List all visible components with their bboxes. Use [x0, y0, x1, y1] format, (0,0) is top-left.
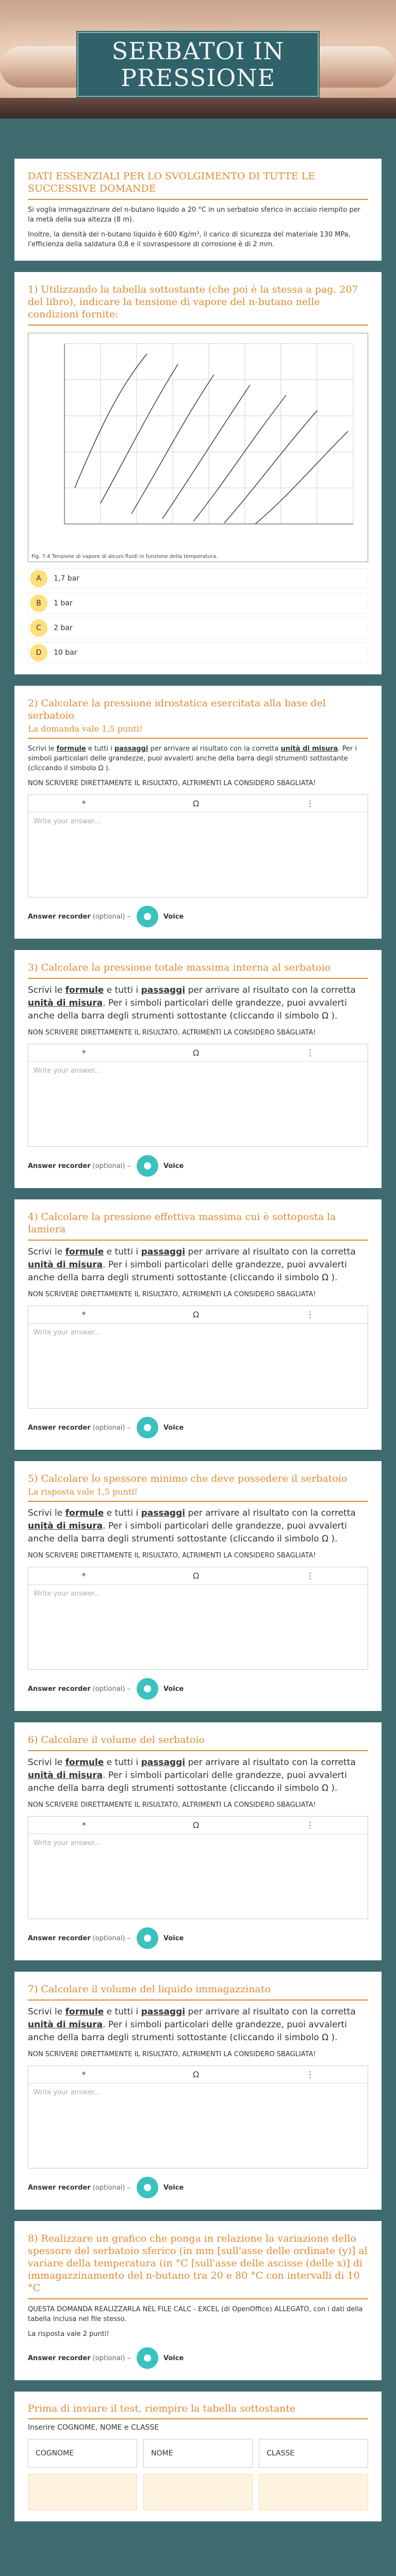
question-title: 4) Calcolare la pressione effettiva massima cui è sottoposta la lamiera — [28, 1211, 336, 1235]
instructions — [28, 984, 368, 1023]
question-header — [28, 2232, 368, 2299]
answer-input[interactable] — [28, 1324, 368, 1406]
instr-text: e tutti i — [104, 1757, 141, 1768]
question-title: 8) Realizzare un grafico che ponga in relazione la variazione dello spessore del serbatoio sferico (in mm [sull'asse delle ordinate (y)] al variare della temperatura (in °C [sull'asse delle ascisse (delle x)] di immagazzinamento del n-butano tra 20 e 80 °C con intervalli di 10 °C — [28, 2233, 368, 2294]
editor-toolbar — [28, 1567, 368, 1585]
question-points: La domanda vale 1,5 punti! — [28, 724, 143, 734]
editor-toolbar — [28, 1306, 368, 1324]
instr-strong: passaggi — [141, 1247, 186, 1257]
student-info-card — [14, 2392, 382, 2521]
recorder-dash: – — [127, 1162, 130, 1170]
editor-toolbar — [28, 1044, 368, 1062]
question-card-7 — [14, 1972, 382, 2210]
recorder-dash: – — [127, 2183, 130, 2192]
record-button[interactable] — [137, 1927, 158, 1949]
intro-header — [28, 170, 368, 200]
warning-text: NON SCRIVERE DIRETTAMENTE IL RISULTATO, ALTRIMENTI LA CONSIDERO SBAGLIATA! — [28, 779, 316, 787]
option-label: 1 bar — [54, 599, 73, 607]
cognome-header: COGNOME — [28, 2439, 137, 2468]
instr-strong: unità di misura — [28, 1260, 103, 1270]
instructions — [28, 2006, 368, 2044]
instr-text: per arrivare al risultato con la corretta — [185, 1757, 356, 1768]
answer-editor — [28, 1306, 368, 1409]
recorder-optional: (optional) — [92, 1934, 125, 1942]
recorder-label: Answer recorder — [28, 912, 91, 921]
nome-input[interactable] — [143, 2474, 253, 2510]
editor-toolbar — [28, 795, 368, 812]
record-button[interactable] — [137, 2347, 158, 2369]
instr-strong: unità di misura — [28, 1770, 103, 1781]
option-letter: C — [30, 619, 47, 637]
recorder-label: Answer recorder — [28, 2183, 91, 2192]
instr-text: per arrivare al risultato con la corretta — [148, 745, 281, 753]
instructions — [28, 744, 368, 773]
chart-caption: Fig. 7.4 Tensione di vapore di alcuni fluidi in funzione della temperatura. — [31, 554, 218, 560]
intro-card — [14, 159, 382, 261]
recorder-dash: – — [127, 2354, 130, 2362]
final-title: Prima di inviare il test, riempire la tabella sottostante — [28, 2403, 296, 2414]
option-d[interactable] — [28, 642, 368, 663]
answer-input[interactable] — [28, 1834, 368, 1917]
record-icon — [144, 913, 151, 920]
warning-text: NON SCRIVERE DIRETTAMENTE IL RISULTATO, ALTRIMENTI LA CONSIDERO SBAGLIATA! — [28, 2050, 316, 2058]
option-letter: D — [30, 644, 47, 662]
voice-label: Voice — [163, 912, 184, 921]
final-subtitle: Inserire COGNOME, NOME e CLASSE — [28, 2424, 159, 2432]
instr-strong: unità di misura — [280, 745, 338, 753]
instr-text: . Per i simboli particolari delle grandezze, puoi avvalerti anche della barra degli strumenti sottostante (cliccando il simbolo Ω ). — [28, 1260, 347, 1283]
recorder-optional: (optional) — [92, 1162, 125, 1170]
instr-text: per arrivare al risultato con la corretta — [185, 1247, 356, 1257]
question-header — [28, 1734, 368, 1751]
omega-icon[interactable]: Ω — [192, 2070, 200, 2079]
question-title: 3) Calcolare la pressione totale massima interna al serbatoio — [28, 962, 331, 973]
option-label: 1,7 bar — [54, 574, 79, 583]
answer-editor — [28, 1816, 368, 1919]
asterisk-icon[interactable]: * — [81, 2070, 86, 2079]
instr-text: . Per i simboli particolari delle grandezze, puoi avvalerti anche della barra degli strumenti sottostante (cliccando il simbolo Ω ). — [28, 1521, 347, 1544]
more-icon[interactable]: ⋮ — [306, 1820, 315, 1830]
question-card-4 — [14, 1199, 382, 1450]
instr-text: . Per i simboli particolari delle grandezze, puoi avvalerti anche della barra degli strumenti sottostante (cliccando il simbolo Ω ). — [28, 745, 357, 772]
omega-icon[interactable]: Ω — [192, 1310, 200, 1319]
warning-text: NON SCRIVERE DIRETTAMENTE IL RISULTATO, ALTRIMENTI LA CONSIDERO SBAGLIATA! — [28, 1291, 316, 1298]
instr-strong: passaggi — [141, 2007, 186, 2017]
intro-paragraph-1: Si voglia immagazzinare del n-butano liquido a 20 °C in un serbatoio sferico in acciaio riempito per la metà della sua altezza (8 m). — [28, 206, 360, 224]
instr-strong: formule — [65, 1508, 104, 1518]
recorder-label: Answer recorder — [28, 1162, 91, 1170]
question-title: 6) Calcolare il volume del serbatoio — [28, 1734, 205, 1745]
more-icon[interactable]: ⋮ — [306, 1571, 315, 1581]
question-points: La risposta vale 1,5 punti! — [28, 1487, 138, 1497]
instr-text: e tutti i — [86, 745, 114, 753]
answer-recorder — [28, 1678, 368, 1700]
question-card-3 — [14, 950, 382, 1188]
warning-text: NON SCRIVERE DIRETTAMENTE IL RISULTATO, ALTRIMENTI LA CONSIDERO SBAGLIATA! — [28, 1552, 316, 1560]
question-note: QUESTA DOMANDA REALIZZARLA NEL FILE CALC - EXCEL (di OpenOffice) ALLEGATO, con i dati della tabella inclusa nel file stesso. — [28, 2306, 363, 2323]
answer-recorder — [28, 1155, 368, 1177]
recorder-dash: – — [127, 912, 130, 921]
recorder-label: Answer recorder — [28, 1685, 91, 1693]
asterisk-icon[interactable]: * — [81, 1571, 86, 1581]
instr-text: Scrivi le — [28, 745, 57, 753]
answer-input[interactable] — [28, 1585, 368, 1667]
intro-paragraph-2: Inoltre, la densità del n-butano liquido è 600 Kg/m³, il carico di sicurezza del materiale 130 MPa, l'efficienza della saldatura 0,8 e il sovraspessore di corrosione è di 2 mm. — [28, 231, 351, 248]
student-info-table — [28, 2439, 368, 2510]
instr-strong: passaggi — [141, 1508, 186, 1518]
warning-text: NON SCRIVERE DIRETTAMENTE IL RISULTATO, ALTRIMENTI LA CONSIDERO SBAGLIATA! — [28, 1801, 316, 1809]
nome-column — [143, 2439, 253, 2510]
instr-text: Scrivi le — [28, 1508, 65, 1518]
record-icon — [144, 1685, 151, 1692]
question-card-1 — [14, 272, 382, 674]
more-icon[interactable]: ⋮ — [306, 2070, 315, 2079]
option-a[interactable] — [28, 568, 368, 589]
recorder-optional: (optional) — [92, 2183, 125, 2192]
title-box — [77, 32, 319, 97]
option-letter: A — [30, 570, 47, 587]
answer-editor — [28, 1567, 368, 1670]
instr-text: per arrivare al risultato con la corretta — [185, 1508, 356, 1518]
recorder-optional: (optional) — [92, 1685, 125, 1693]
answer-editor — [28, 2065, 368, 2168]
question-title: 1) Utilizzando la tabella sottostante (che poi è la stessa a pag. 207 del libro), indicare la tensione di vapore del n-butano nelle condizioni fornite: — [28, 284, 358, 320]
voice-label: Voice — [163, 1934, 184, 1942]
instr-strong: passaggi — [141, 1757, 186, 1768]
instr-strong: unità di misura — [28, 2020, 103, 2030]
answer-input[interactable] — [28, 2083, 368, 2166]
nome-header: NOME — [143, 2439, 253, 2468]
recorder-dash: – — [127, 1685, 130, 1693]
more-icon[interactable]: ⋮ — [306, 799, 315, 808]
record-icon — [144, 2354, 151, 2362]
omega-icon[interactable]: Ω — [192, 1820, 200, 1830]
question-card-5 — [14, 1461, 382, 1711]
question-header — [28, 1472, 368, 1502]
recorder-dash: – — [127, 1934, 130, 1942]
instr-strong: passaggi — [114, 745, 148, 753]
question-card-2 — [14, 686, 382, 939]
voice-label: Voice — [163, 1423, 184, 1432]
asterisk-icon[interactable]: * — [81, 1820, 86, 1830]
voice-label: Voice — [163, 1162, 184, 1170]
instr-text: . Per i simboli particolari delle grandezze, puoi avvalerti anche della barra degli strumenti sottostante (cliccando il simbolo Ω ). — [28, 998, 347, 1021]
instr-strong: formule — [65, 2007, 104, 2017]
omega-icon[interactable]: Ω — [192, 1048, 200, 1058]
question-points: La risposta vale 2 punti! — [28, 2330, 109, 2338]
record-icon — [144, 1162, 151, 1170]
recorder-optional: (optional) — [92, 912, 125, 921]
record-button[interactable] — [137, 906, 158, 927]
instr-strong: unità di misura — [28, 998, 103, 1008]
option-b[interactable] — [28, 593, 368, 614]
question-header — [28, 2403, 368, 2419]
instr-strong: formule — [56, 745, 86, 753]
record-button[interactable] — [137, 1678, 158, 1700]
more-icon[interactable]: ⋮ — [306, 1048, 315, 1058]
instr-text: Scrivi le — [28, 985, 65, 995]
record-icon — [144, 1935, 151, 1942]
recorder-optional: (optional) — [92, 1423, 125, 1432]
editor-toolbar — [28, 2066, 368, 2083]
omega-icon[interactable]: Ω — [192, 1571, 200, 1581]
chart-image — [28, 333, 368, 550]
recorder-label: Answer recorder — [28, 1934, 91, 1942]
option-label: 2 bar — [54, 624, 73, 632]
instr-text: e tutti i — [104, 1508, 141, 1518]
voice-label: Voice — [163, 1685, 184, 1693]
answer-recorder — [28, 2177, 368, 2198]
classe-column — [259, 2439, 368, 2510]
voice-label: Voice — [163, 2354, 184, 2362]
recorder-optional: (optional) — [92, 2354, 125, 2362]
intro-title: DATI ESSENZIALI PER LO SVOLGIMENTO DI TUTTE LE SUCCESSIVE DOMANDE — [28, 171, 316, 194]
instr-text: Scrivi le — [28, 1757, 65, 1768]
answer-editor — [28, 794, 368, 897]
question-header — [28, 961, 368, 979]
cognome-input[interactable] — [28, 2474, 137, 2510]
warning-text: NON SCRIVERE DIRETTAMENTE IL RISULTATO, ALTRIMENTI LA CONSIDERO SBAGLIATA! — [28, 1029, 316, 1037]
vapor-pressure-chart — [28, 333, 368, 562]
recorder-label: Answer recorder — [28, 2354, 91, 2362]
instructions — [28, 1756, 368, 1795]
answer-input[interactable] — [28, 812, 368, 895]
omega-icon[interactable]: Ω — [192, 799, 200, 808]
ground-band — [0, 98, 396, 118]
instructions — [28, 1246, 368, 1284]
record-button[interactable] — [137, 1155, 158, 1177]
classe-header: CLASSE — [259, 2439, 368, 2468]
voice-label: Voice — [163, 2183, 184, 2192]
instr-strong: formule — [65, 1757, 104, 1768]
answer-recorder — [28, 1417, 368, 1438]
instr-text: per arrivare al risultato con la corretta — [185, 985, 356, 995]
question-header — [28, 697, 368, 739]
classe-input[interactable] — [259, 2474, 368, 2510]
question-card-8 — [14, 2221, 382, 2380]
cognome-column — [28, 2439, 137, 2510]
instr-text: . Per i simboli particolari delle grandezze, puoi avvalerti anche della barra degli strumenti sottostante (cliccando il simbolo Ω ). — [28, 2020, 347, 2043]
record-button[interactable] — [137, 2177, 158, 2198]
question-title: 5) Calcolare lo spessore minimo che deve possedere il serbatoio — [28, 1473, 348, 1484]
record-button[interactable] — [137, 1417, 158, 1438]
question-header — [28, 1211, 368, 1241]
question-card-6 — [14, 1722, 382, 1960]
instr-strong: formule — [65, 985, 104, 995]
instr-strong: formule — [65, 1247, 104, 1257]
recorder-dash: – — [127, 1423, 130, 1432]
instr-text: . Per i simboli particolari delle grandezze, puoi avvalerti anche della barra degli strumenti sottostante (cliccando il simbolo Ω ). — [28, 1770, 347, 1793]
question-header — [28, 283, 368, 326]
record-icon — [144, 2184, 151, 2191]
asterisk-icon[interactable]: * — [81, 799, 86, 808]
asterisk-icon[interactable]: * — [81, 1048, 86, 1058]
answer-recorder — [28, 2347, 368, 2369]
instr-text: Scrivi le — [28, 1247, 65, 1257]
instr-text: per arrivare al risultato con la corretta — [185, 2007, 356, 2017]
answer-recorder — [28, 906, 368, 927]
instr-text: Scrivi le — [28, 2007, 65, 2017]
question-title: 7) Calcolare il volume del liquido immagazzinato — [28, 1984, 271, 1995]
instr-strong: passaggi — [141, 985, 186, 995]
option-c[interactable] — [28, 618, 368, 638]
option-label: 10 bar — [54, 649, 77, 657]
instr-text: e tutti i — [104, 2007, 141, 2017]
answer-input[interactable] — [28, 1062, 368, 1144]
page-title: SERBATOI IN PRESSIONE — [111, 37, 285, 92]
answer-recorder — [28, 1927, 368, 1949]
editor-toolbar — [28, 1817, 368, 1834]
instr-strong: unità di misura — [28, 1521, 103, 1531]
option-letter: B — [30, 595, 47, 612]
record-icon — [144, 1424, 151, 1431]
question-title: 2) Calcolare la pressione idrostatica esercitata alla base del serbatoio — [28, 698, 326, 721]
instructions — [28, 1507, 368, 1546]
instr-text: e tutti i — [104, 985, 141, 995]
instr-text: e tutti i — [104, 1247, 141, 1257]
recorder-label: Answer recorder — [28, 1423, 91, 1432]
answer-options — [28, 568, 368, 663]
answer-editor — [28, 1044, 368, 1147]
more-icon[interactable]: ⋮ — [306, 1310, 315, 1319]
question-header — [28, 1983, 368, 2001]
header-banner — [0, 0, 396, 118]
asterisk-icon[interactable]: * — [81, 1310, 86, 1319]
